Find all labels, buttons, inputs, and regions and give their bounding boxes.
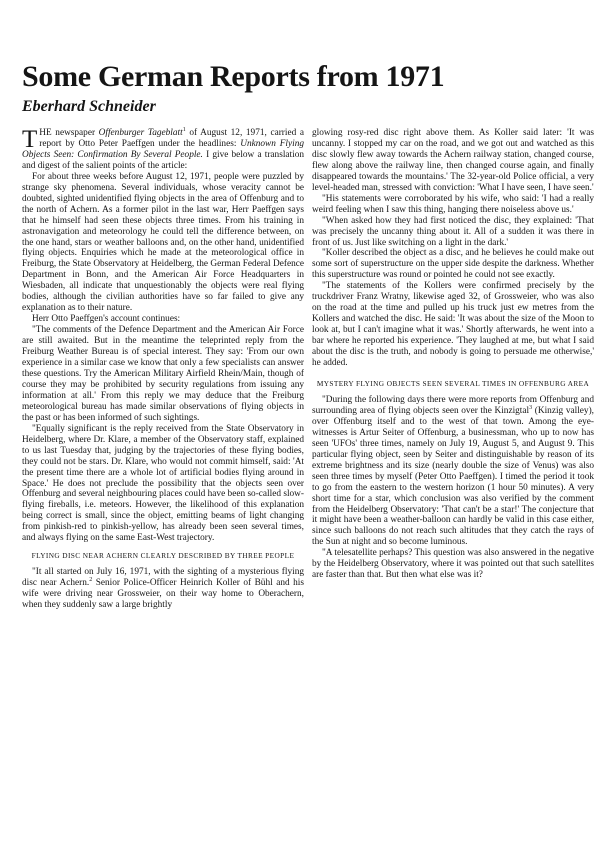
paragraph: glowing rosy-red disc right above them. As Koller said later: 'It was uncanny. I stopped my car on the road, and we got out and watched as this disc slowly flew away towards the Achern railway station, changed course, flew along above the railway line, then changed course again, and finally disappeared towards the mountains.' The 32-year-old Police official, a very level-headed man, stressed with conviction: 'What I have seen, I have seen.' <box>312 128 594 193</box>
paragraph: "Equally significant is the reply received from the State Observatory in Heidelberg, where Dr. Klare, a member of the Observatory staff, explained to us last Tuesday that, judging by the trajectories of these flying bodies, they could not be stars. Dr. Klare, who would not commit himself, said: 'At the present time there are a whole lot of artificial bodies flying around in Space.' He does not preclude the possibility that the objects seen over Offenburg and several neighbouring places could have been so-called slow-flying fireballs, i.e. meteors. However, the likelihood of this explanation being correct is small, since the object, emitting beams of light changing from pinkish-red to pinkish-yellow, has already been seen several times, and always flying on the same East-West trajectory. <box>22 423 304 544</box>
newspaper-name: Offenburger Tageblatt <box>98 128 183 138</box>
intro-text-2: of August 12, 1971, carried a report by Otto Peter Paeffgen under the headlines: <box>39 128 304 149</box>
paragraph-text: (Kinzig valley), over Offenburg itself and to the west of that town. Among the eye-witnesses is Artur Seiter of Offenburg, a businessman, who up to now has seen 'UFOs' three times, namely on July 19, August 5, and August 9. This particular flying object, seen by Seiter and distinguishable by reason of its extreme brightness and its size (nearly double the size of Venus) was also seen three times by myself (Peter Otto Paeffgen). I timed the period it took to go from the eastern to the western horizon (1 hour 50 minutes). A very short time for a star, which conclusion was also verified by the comment from the Heidelberg Observatory: 'That can't be a star!' The conjecture that it might have been a weather-balloon can hardly be valid in this case either, since such balloons do not reach such altitudes that they catch the rays of the Sun at night and so become luminous. <box>312 405 594 548</box>
article-title: Some German Reports from 1971 <box>22 60 445 93</box>
paragraph: "Koller described the object as a disc, and he believes he could make out some sort of superstructure on the upper side despite the darkness. Whether this superstructure was round or pointed he could not see exactly. <box>312 248 594 281</box>
paragraph: "A telesatellite perhaps? This question was also answered in the negative by the Heidelberg Observatory, where it was pointed out that such satellites are faster than that. But then what else was it? <box>312 548 594 581</box>
right-column <box>312 128 594 581</box>
left-column <box>22 128 304 611</box>
paragraph: Herr Otto Paeffgen's account continues: <box>32 314 181 325</box>
paragraph: "The comments of the Defence Department and the American Air Force are still awaited. But in the meantime the teleprinted reply from the Freiburg Weather Bureau is of special interest. They say: 'From our own experience in a similar case we know that only a few specialists can answer these questions. Try the American Military Airfield Rhein/Main, though of course they may be prohibited by security regulations from issuing any information at all.' From this reply we may deduce that the Freiburg meteorological bureau has made similar observations of flying objects in the past or has been informed of such sightings. <box>22 325 304 423</box>
paragraph: For about three weeks before August 12, 1971, people were puzzled by strange sky phenomena. Several individuals, whose veracity cannot be doubted, sighted unidentified flying objects in the area of Offenburg and to the north of Achern. As a former pilot in the last war, Herr Paeffgen says that he himself had seen these objects three times. From his training in astronavigation and meteorology he could tell the difference between, on the one hand, stars or weather balloons and, on the other hand, unidentified flying objects. Enquiries which he made at the meteorological office in Freiburg, the State Observatory at Heidelberg, the German Federal Defence Department in Bonn, and the American Air Force Headquarters in Wiesbaden, all indicate that unquestionably the objects were real flying bodies, although the civilian authorities have so far failed to give any explanation as to their nature. <box>22 171 304 314</box>
footnote-ref-3: 3 <box>529 404 533 411</box>
paragraph-text: Senior Police-Officer Heinrich Koller of Bühl and his wife were driving near Grossweier, on their way home to Oberachern, when they suddenly saw a large brightly <box>22 578 304 611</box>
section-heading: MYSTERY FLYING OBJECTS SEEN SEVERAL TIMES IN OFFENBURG AREA <box>316 378 590 388</box>
paragraph <box>22 567 304 611</box>
footnote-ref-2: 2 <box>89 577 93 584</box>
paragraph <box>312 395 594 548</box>
newspaper-headline: Unknown Flying Objects Seen: Confirmation By Several People. <box>22 138 304 160</box>
intro-text-1: HE newspaper <box>39 128 99 138</box>
intro-text-3: I give below a translation and digest of the salient points of the article: <box>22 149 304 171</box>
paragraph: "When asked how they had first noticed the disc, they explained: 'That was precisely the uncanny thing about it. All of a sudden it was there in front of us. Just like switching on a light in the dark.' <box>312 215 594 248</box>
paragraph: "The statements of the Kollers were confirmed precisely by the truckdriver Franz Wratny, likewise aged 32, of Grossweier, who was also on the road at the time and pulled up his truck just ew metres from the Kollers and watched the disc. He said: 'It was about the size of the Moon to look at, but I can't imagine what it was.' Shortly afterwards, he went into a bar where he reported his experience. 'They laughed at me, but what I said about the disc is the truth, and nobody is going to persuade me otherwise,' he added. <box>312 281 594 369</box>
intro-paragraph <box>22 128 304 172</box>
paragraph: "His statements were corroborated by his wife, who said: 'I had a really weird feeling when I saw this thing, hanging there noiseless above us.' <box>312 193 594 215</box>
article-author: Eberhard Schneider <box>22 98 156 115</box>
section-heading: FLYING DISC NEAR ACHERN CLEARLY DESCRIBED BY THREE PEOPLE <box>31 551 295 561</box>
paragraph-text: "It all started on July 16, 1971, with the sighting of a mysterious flying disc near Achern. <box>22 567 304 589</box>
footnote-ref-1: 1 <box>182 126 186 133</box>
paragraph-text: "During the following days there were more reports from Offenburg and surrounding area of flying objects seen over the Kinzigtal <box>312 394 594 416</box>
drop-cap: T <box>22 126 38 153</box>
